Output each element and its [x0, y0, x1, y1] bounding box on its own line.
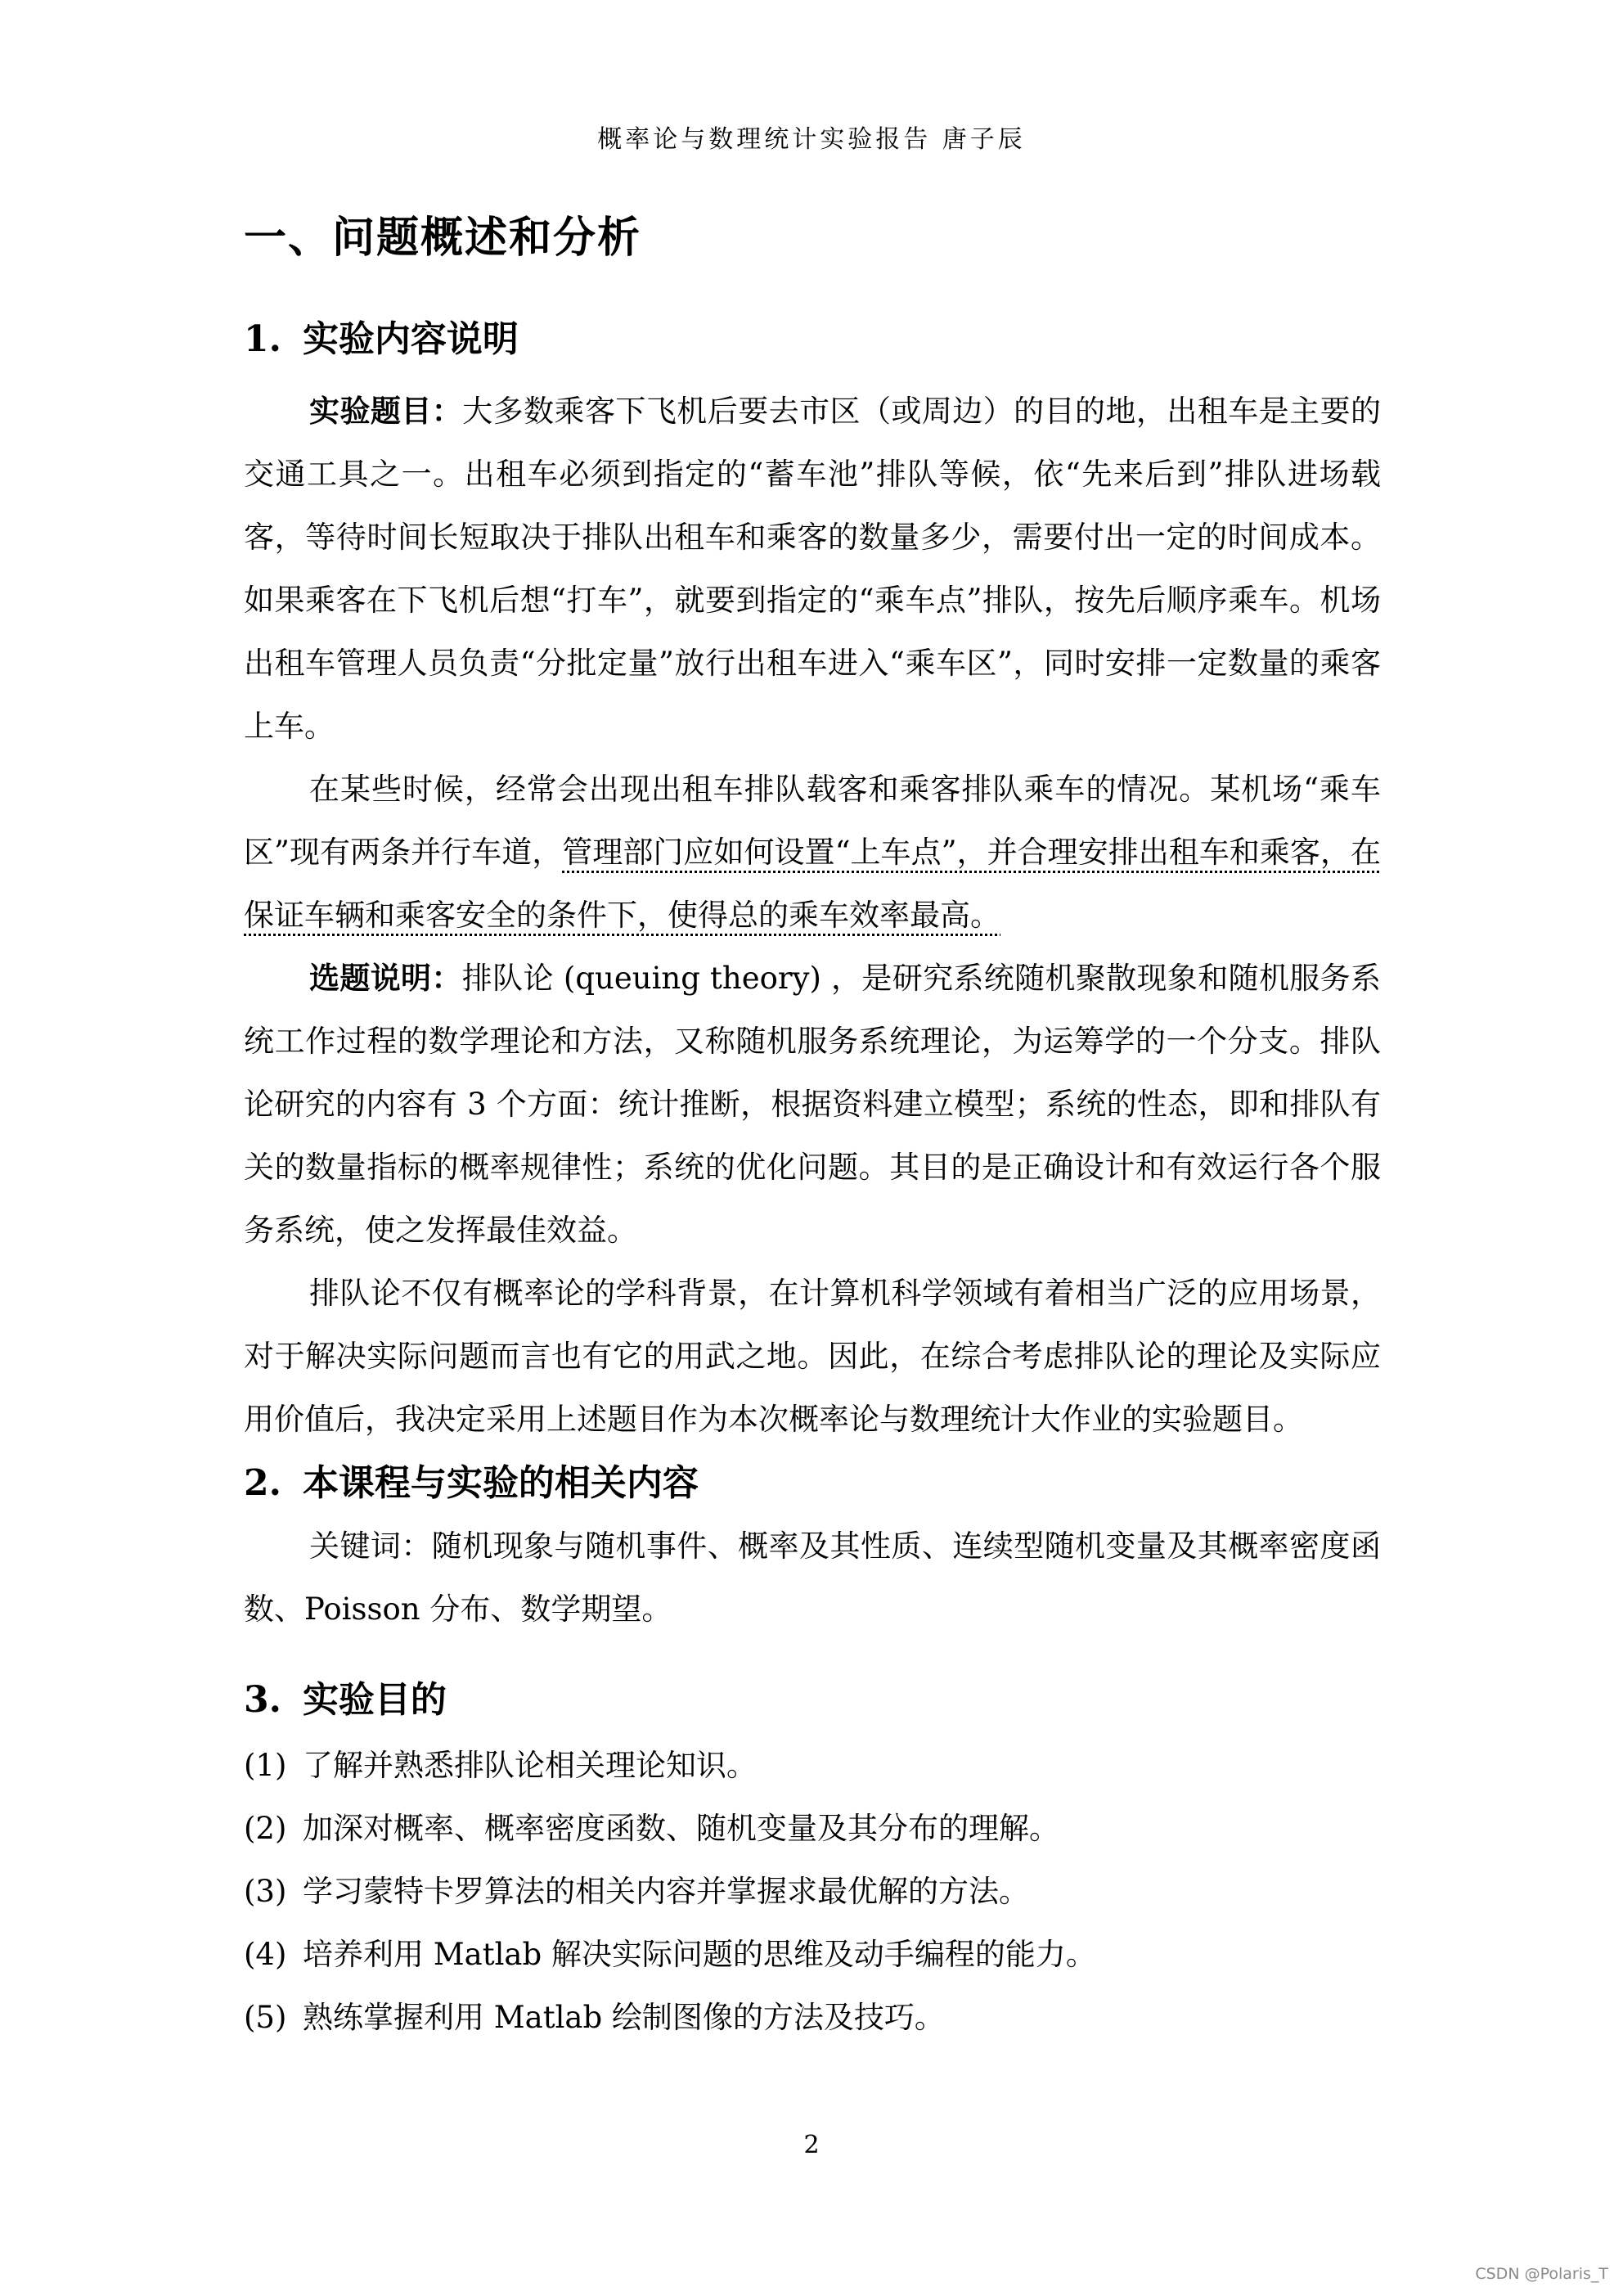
- paragraph-scenario: [244, 758, 1381, 947]
- section-title: 一、问题概述和分析: [244, 214, 642, 263]
- list-item: [244, 1930, 1096, 1979]
- paragraph-motivation: [244, 1262, 1381, 1451]
- paragraph-text: 排队论不仅有概率论的学科背景，在计算机科学领域有着相当广泛的应用场景，对于解决实际问题而言也有它的用武之地。因此，在综合考虑排队论的理论及实际应用价值后，我决定采用上述题目作为本次概率论与数理统计大作业的实验题目。: [244, 1276, 1381, 1437]
- list-item-text: 培养利用 Matlab 解决实际问题的思维及动手编程的能力。: [303, 1937, 1096, 1972]
- list-item-number: (4): [244, 1937, 287, 1972]
- list-item-number: (3): [244, 1874, 287, 1909]
- page-number: 2: [803, 2131, 820, 2159]
- list-item-text: 了解并熟悉排队论相关理论知识。: [303, 1748, 757, 1783]
- list-item-text: 熟练掌握利用 Matlab 绘制图像的方法及技巧。: [303, 2000, 945, 2035]
- subsection-heading-3: [244, 1670, 447, 1722]
- list-item-number: (2): [244, 1811, 287, 1846]
- paragraph-topic-explanation: [244, 947, 1381, 1262]
- page-header: 概率论与数理统计实验报告 唐子辰: [597, 125, 1026, 154]
- subsection-title: 实验内容说明: [302, 318, 519, 360]
- paragraph-text: 关键词：随机现象与随机事件、概率及其性质、连续型随机变量及其概率密度函数、Poisson 分布、数学期望。: [244, 1528, 1381, 1627]
- list-item-number: (5): [244, 2000, 287, 2035]
- watermark: CSDN @Polaris_T: [1475, 2265, 1608, 2283]
- subsection-title: 实验目的: [302, 1679, 447, 1721]
- emphasized-question: 管理部门应如何设置“上车点”，并合理安排出租车和乘客，在保证车辆和乘客安全的条件下，使得总的乘车效率最高。: [244, 835, 1381, 933]
- paragraph-keywords: [244, 1515, 1381, 1641]
- paragraph-label: 选题说明：: [309, 960, 462, 996]
- list-item: [244, 1804, 1059, 1853]
- list-item: [244, 1993, 945, 2042]
- subsection-heading-2: [244, 1453, 699, 1506]
- paragraph-text: 在某些时候，经常会出现出租车排队载客和乘客排队乘车的情况。某机场“乘车区”现有两条并行车道，: [244, 772, 1381, 870]
- paragraph-text: 大多数乘客下飞机后要去市区（或周边）的目的地，出租车是主要的交通工具之一。出租车必须到指定的“蓄车池”排队等候，依“先来后到”排队进场载客，等待时间长短取决于排队出租车和乘客的数量多少，需要付出一定的时间成本。如果乘客在下飞机后想“打车”，就要到指定的“乘车点”排队，按先后顺序乘车。机场出租车管理人员负责“分批定量”放行出租车进入“乘车区”，同时安排一定数量的乘客上车。: [244, 394, 1382, 744]
- subsection-number: 3.: [244, 1679, 281, 1721]
- paragraph-text: 排队论 (queuing theory) ，是研究系统随机聚散现象和随机服务系统工作过程的数学理论和方法，又称随机服务系统理论，为运筹学的一个分支。排队论研究的内容有 3 个方面：统计推断，根据资料建立模型；系统的性态，即和排队有关的数量指标的概率规律性；系统的优化问题。其目的是正确设计和有效运行各个服务系统，使之发挥最佳效益。: [244, 961, 1381, 1248]
- list-item-text: 加深对概率、概率密度函数、随机变量及其分布的理解。: [303, 1811, 1059, 1846]
- list-item: [244, 1741, 757, 1790]
- paragraph-experiment-topic: [244, 380, 1381, 758]
- subsection-heading-1: [244, 309, 519, 362]
- list-item-text: 学习蒙特卡罗算法的相关内容并掌握求最优解的方法。: [303, 1874, 1029, 1909]
- list-item: [244, 1867, 1029, 1916]
- subsection-title: 本课程与实验的相关内容: [302, 1462, 699, 1504]
- subsection-number: 1.: [244, 318, 281, 360]
- subsection-number: 2.: [244, 1462, 281, 1504]
- paragraph-label: 实验题目：: [309, 393, 463, 429]
- list-item-number: (1): [244, 1748, 287, 1783]
